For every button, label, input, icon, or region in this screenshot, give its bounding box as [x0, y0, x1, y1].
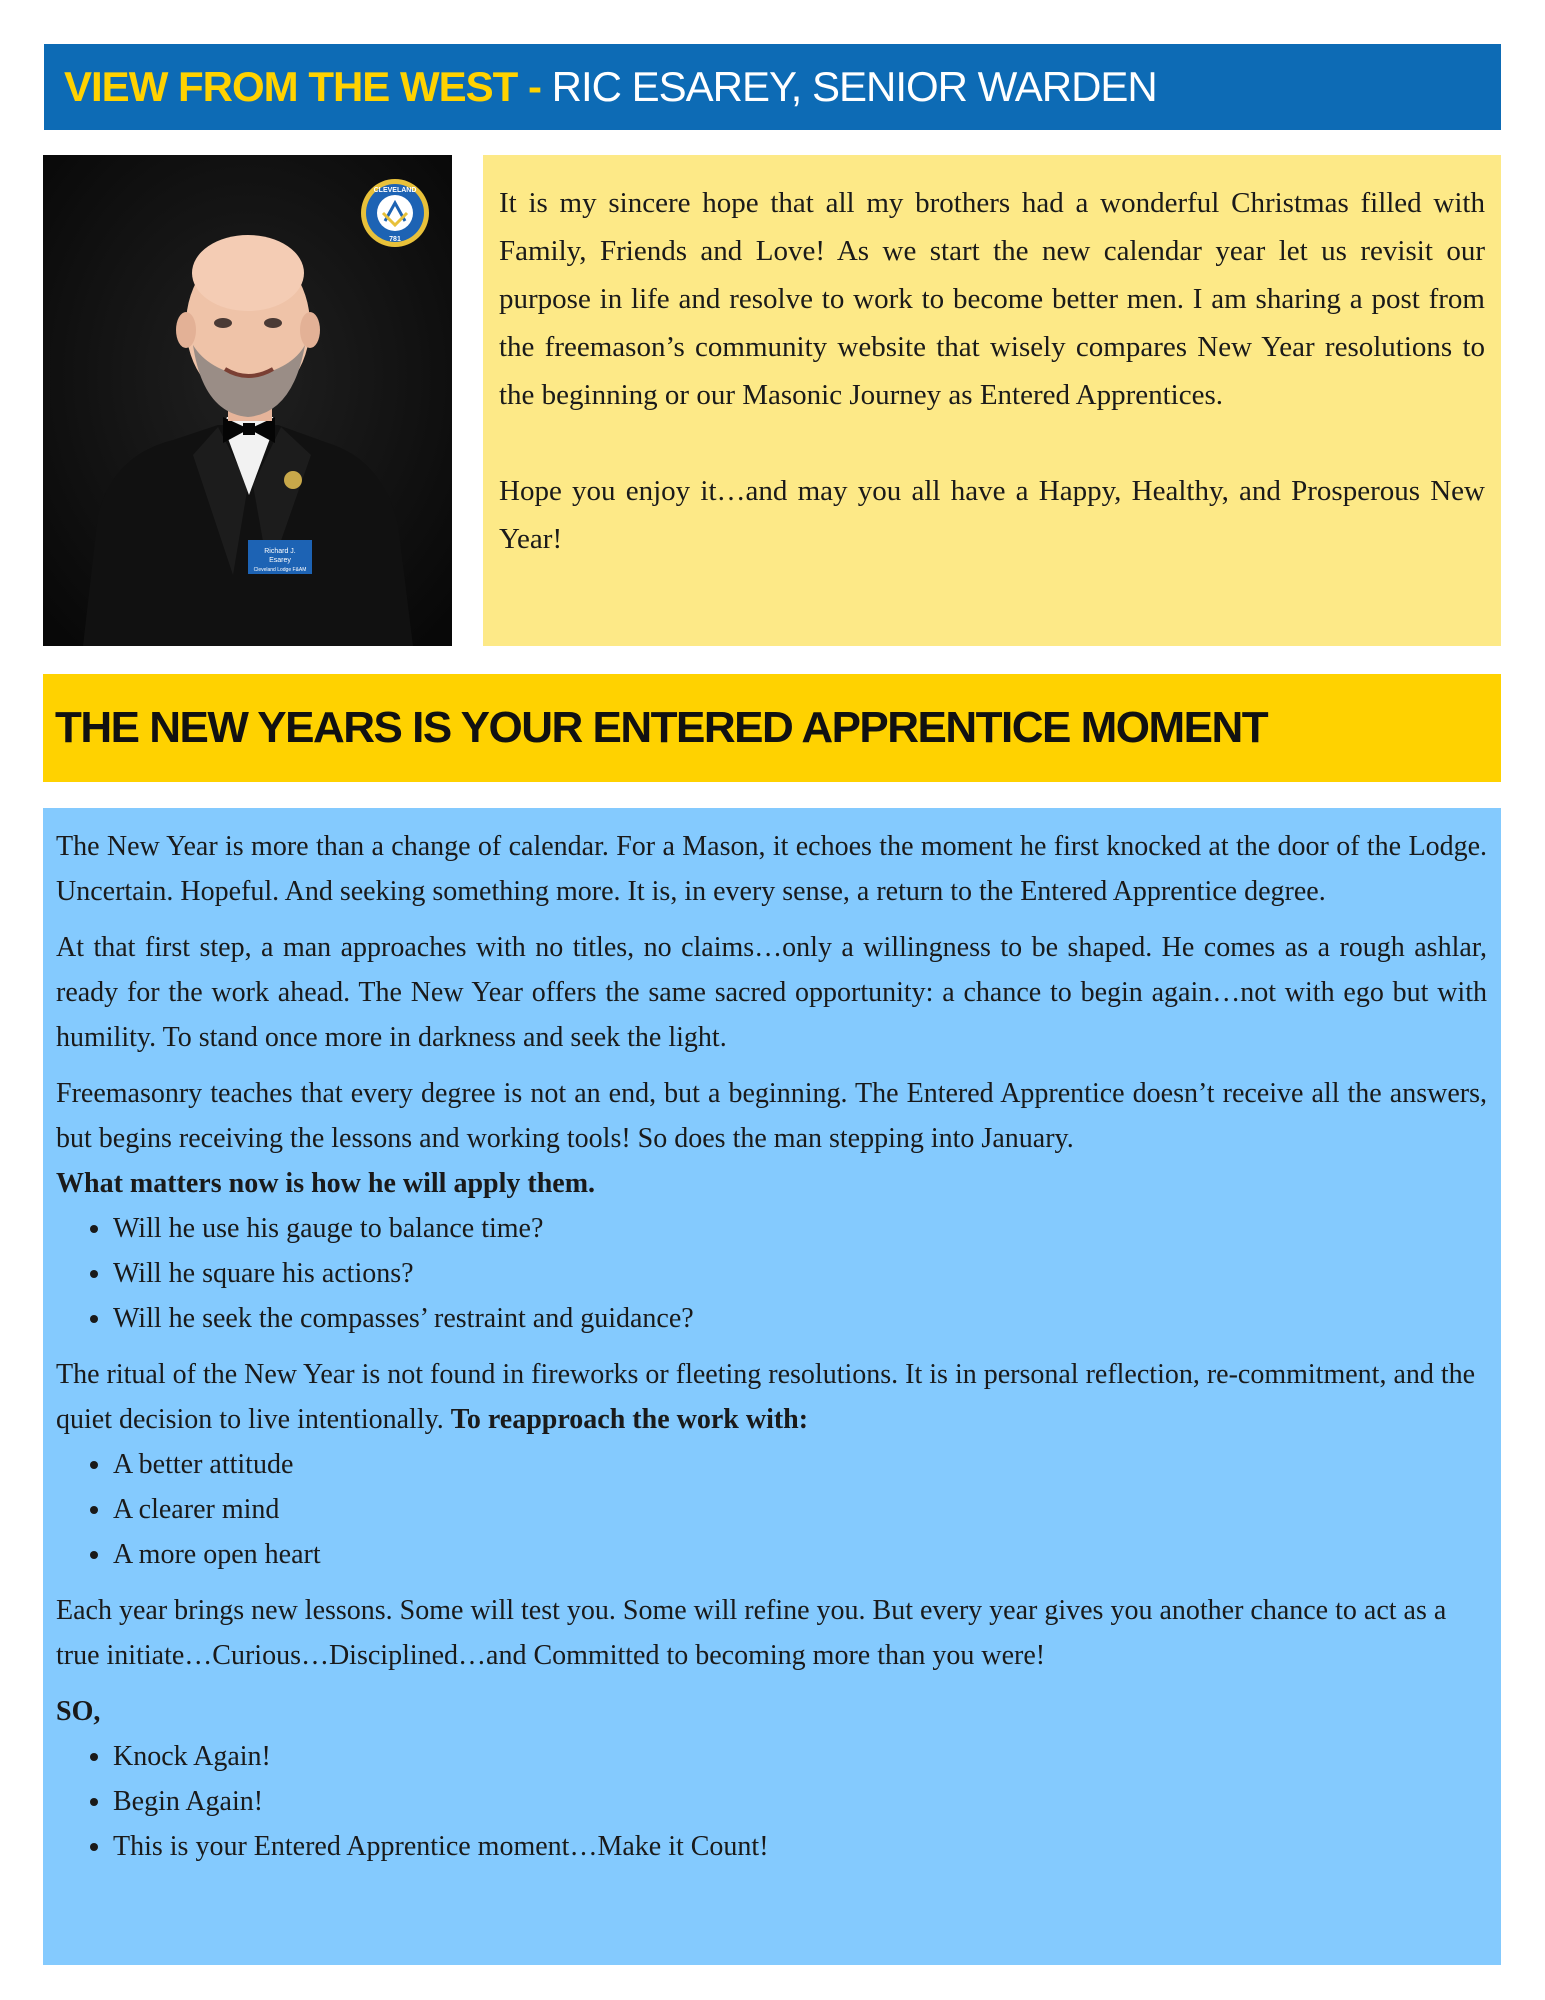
article-paragraph-3: Freemasonry teaches that every degree is not an end, but a beginning. The Entered Apprentice doesn’t receive all the answers, but begins receiving the lessons and working tools! So does the man stepping into January. [56, 1078, 1487, 1154]
work-list [56, 1442, 1487, 1577]
emblem-number: 781 [389, 236, 401, 243]
list-item: • This is your Entered Apprentice moment…Make it Count! [113, 1824, 1487, 1869]
article-paragraph-1: The New Year is more than a change of calendar. For a Mason, it echoes the moment he first knocked at the door of the Lodge. Uncertain. Hopeful. And seeking something more. It is, in every sense, a return to the Entered Apprentice degree. [56, 831, 1487, 907]
author-photo [43, 155, 452, 646]
list-item: • Will he square his actions? [113, 1251, 1487, 1296]
intro-paragraph-2: Hope you enjoy it…and may you all have a Happy, Healthy, and Prosperous New Year! [499, 475, 1485, 555]
emblem-text: CLEVELAND [373, 187, 417, 194]
badge-line-3: Cleveland Lodge F&AM [253, 567, 307, 573]
so-list [56, 1734, 1487, 1869]
author-portrait-illustration [43, 155, 452, 646]
list-item: • Will he seek the compasses’ restraint and guidance? [113, 1296, 1487, 1341]
article-paragraph-4-text: The ritual of the New Year is not found in fireworks or fleeting resolutions. It is in personal reflection, re-commitment, and the quiet decision to live intentionally. [56, 1359, 1476, 1435]
so-heading: SO, [56, 1696, 101, 1727]
badge-line-2: Esarey [269, 557, 291, 564]
apply-list [56, 1206, 1487, 1341]
list-item: • A clearer mind [113, 1487, 1487, 1532]
list-item: • Will he use his gauge to balance time? [113, 1206, 1487, 1251]
article-headline: THE NEW YEARS IS YOUR ENTERED APPRENTICE MOMENT [43, 674, 1501, 782]
badge-line-1: Richard J. [264, 548, 296, 555]
list-item: • A better attitude [113, 1442, 1487, 1487]
article-paragraph-2: At that first step, a man approaches with no titles, no claims…only a willingness to be shaped. He comes as a rough ashlar, ready for the work ahead. The New Year offers the same sacred opportunity: a chance to begin again…not with ego but with humility. To stand once more in darkness and seek the light. [56, 932, 1487, 1053]
article-paragraph-4 [56, 1352, 1487, 1442]
intro-message [483, 155, 1501, 646]
work-heading: To reapproach the work with: [450, 1404, 809, 1435]
article-paragraph-5: Each year brings new lessons. Some will test you. Some will refine you. But every year gives you another chance to act as a true initiate…Curious…Disciplined…and Committed to becoming more than you were! [56, 1595, 1447, 1671]
article-body [43, 808, 1501, 1965]
intro-paragraph-1: It is my sincere hope that all my brothers had a wonderful Christmas filled with Family, Friends and Love! As we start the new calendar year let us revisit our purpose in life and resolve to work to become better men. I am sharing a post from the freemason’s community website that wisely compares New Year resolutions to the beginning or our Masonic Journey as Entered Apprentices. [499, 187, 1485, 411]
apply-heading: What matters now is how he will apply them. [56, 1168, 596, 1199]
cleveland-lodge-emblem-icon [361, 179, 429, 247]
list-item: • Begin Again! [113, 1779, 1487, 1824]
section-banner [44, 44, 1501, 130]
banner-subtitle: RIC ESAREY, SENIOR WARDEN [551, 63, 1157, 110]
list-item: • Knock Again! [113, 1734, 1487, 1779]
banner-title: VIEW FROM THE WEST - [64, 63, 552, 110]
list-item: • A more open heart [113, 1532, 1487, 1577]
